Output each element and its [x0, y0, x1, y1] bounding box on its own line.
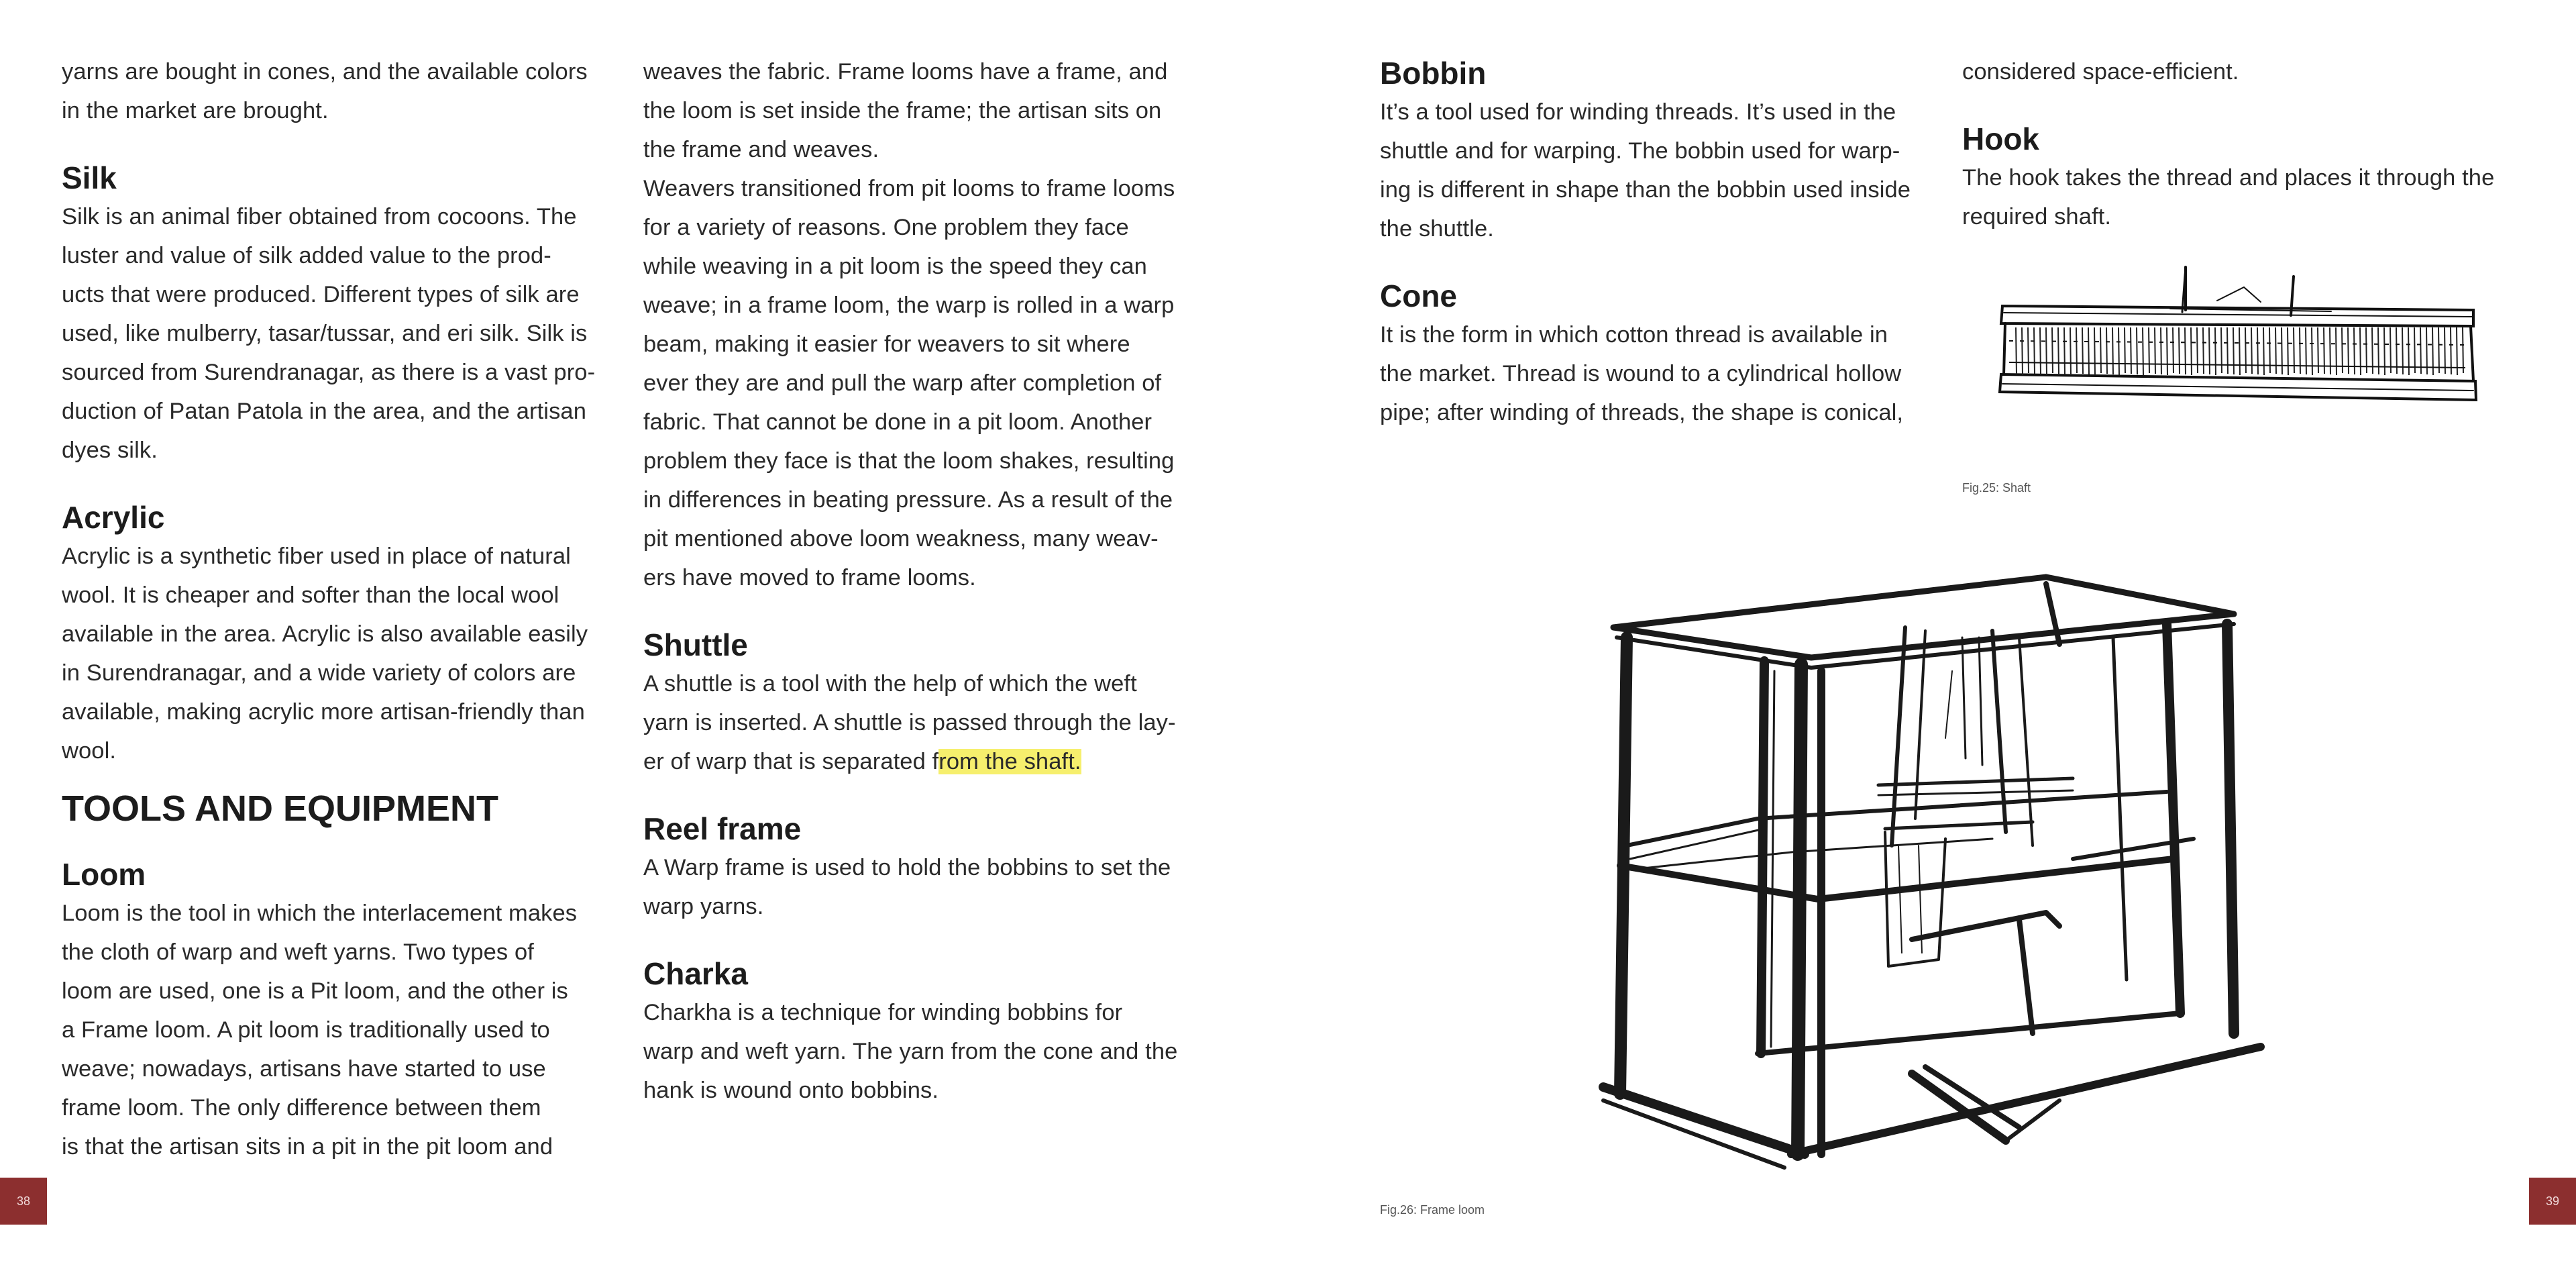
heading-acrylic: Acrylic [62, 500, 165, 535]
text-line: yarns are bought in cones, and the available colors [62, 59, 588, 85]
heddle-line [2034, 327, 2035, 374]
heddle-line [2263, 327, 2264, 375]
heddle-line [2408, 327, 2409, 375]
heddle-line [2094, 327, 2095, 375]
figure-caption-shaft: Fig.25: Shaft [1962, 481, 2031, 495]
text-line: loom are used, one is a Pit loom, and the other is [62, 978, 568, 1004]
heddle-line [2245, 327, 2246, 373]
heddle-line [2197, 327, 2198, 373]
text-line: Silk is an animal fiber obtained from cocoons. The [62, 204, 577, 229]
highlighted-text: rom the shaft. [938, 749, 1081, 774]
heddle-line [2227, 327, 2228, 374]
left-column-1 [62, 52, 619, 1166]
heddle-line [2022, 327, 2023, 375]
heading-charka: Charka [643, 956, 748, 991]
text-line: It is the form in which cotton thread is available in [1380, 322, 1888, 348]
heddle-line [2233, 327, 2234, 374]
text-line: yarn is inserted. A shuttle is passed through the lay- [643, 710, 1176, 735]
text-line: wool. It is cheaper and softer than the local wool [62, 582, 559, 608]
text-line: beam, making it easier for weavers to sit where [643, 331, 1130, 357]
heading-bobbin: Bobbin [1380, 56, 1487, 91]
heddle-line [2360, 327, 2361, 375]
heddle-line [2100, 327, 2101, 373]
text-line: is that the artisan sits in a pit in the pit loom and [62, 1134, 553, 1160]
text-line: while weaving in a pit loom is the speed they can [643, 254, 1147, 279]
heddle-line [2209, 327, 2210, 374]
heading-loom: Loom [62, 857, 146, 892]
text-line: for a variety of reasons. One problem they face [643, 215, 1129, 240]
heddle-line [2088, 327, 2089, 374]
heddle-line [2179, 327, 2180, 374]
text-line: available, making acrylic more artisan-friendly than [62, 699, 585, 725]
heddle-line [2106, 327, 2107, 374]
text-line: shuttle and for warping. The bobbin used for warp- [1380, 138, 1900, 164]
text-line: in differences in beating pressure. As a result of the [643, 487, 1173, 513]
heddle-line [2275, 327, 2276, 374]
heddle-line [2221, 327, 2222, 373]
text-line: warp yarns. [643, 894, 764, 919]
heading-shuttle: Shuttle [643, 627, 748, 662]
text-line: hank is wound onto bobbins. [643, 1078, 939, 1103]
text-line: the cloth of warp and weft yarns. Two types of [62, 939, 534, 965]
text-fragment: er of warp that is separated f [643, 749, 939, 774]
text-line: the market. Thread is wound to a cylindrical hollow [1380, 361, 1902, 387]
heddle-line [2215, 327, 2216, 375]
text-line: considered space-efficient. [1962, 59, 2239, 85]
text-line: ing is different in shape than the bobbin used inside [1380, 177, 1911, 203]
heddle-line [2016, 327, 2017, 374]
text-line: a Frame loom. A pit loom is traditionally used to [62, 1017, 550, 1043]
text-line: the loom is set inside the frame; the artisan sits on [643, 98, 1162, 123]
heddle-line [2269, 327, 2270, 373]
text-line: It’s a tool used for winding threads. It’s used in the [1380, 99, 1896, 125]
right-column-1 [1380, 54, 1943, 432]
heddle-line [2076, 327, 2077, 373]
heddle-line [2040, 327, 2041, 374]
right-column-2 [1962, 52, 2526, 236]
text-line: frame loom. The only difference between them [62, 1095, 541, 1121]
text-line: luster and value of silk added value to the prod- [62, 243, 551, 268]
heddle-line [2191, 327, 2192, 375]
text-line: wool. [62, 738, 117, 764]
heddle-line [2118, 327, 2119, 375]
text-line: Acrylic is a synthetic fiber used in place of natural [62, 544, 571, 569]
text-line [643, 742, 1207, 781]
text-line: duction of Patan Patola in the area, and the artisan [62, 399, 586, 424]
text-line: the frame and weaves. [643, 137, 879, 162]
heddle-line [2070, 327, 2071, 375]
text-line: Charkha is a technique for winding bobbins for [643, 1000, 1123, 1025]
text-line: Loom is the tool in which the interlacement makes [62, 901, 578, 926]
text-line: used, like mulberry, tasar/tussar, and eri silk. Silk is [62, 321, 588, 346]
text-line: ers have moved to frame looms. [643, 565, 976, 590]
frame-loom-sketch [1590, 564, 2314, 1201]
heddle-line [2414, 327, 2415, 373]
heddle-line [2046, 327, 2047, 375]
text-line: in Surendranagar, and a wide variety of colors are [62, 660, 576, 686]
text-line: sourced from Surendranagar, as there is a vast pro- [62, 360, 596, 385]
heddle-line [2052, 327, 2053, 373]
text-line: weave; in a frame loom, the warp is rolled in a warp [643, 293, 1175, 318]
heddle-line [2185, 327, 2186, 374]
heddle-line [2251, 327, 2252, 374]
heddle-line [2112, 327, 2113, 374]
text-line: required shaft. [1962, 204, 2112, 229]
heddle-line [2384, 327, 2385, 375]
text-line: pipe; after winding of threads, the shape is conical, [1380, 400, 1904, 425]
text-line: ever they are and pull the warp after completion of [643, 370, 1162, 396]
heddle-line [2203, 327, 2204, 374]
text-line: problem they face is that the loom shakes, resulting [643, 448, 1175, 474]
heading-reel-frame: Reel frame [643, 811, 802, 846]
text-line: Weavers transitioned from pit looms to frame looms [643, 176, 1175, 201]
heddle-line [2028, 327, 2029, 373]
heddle-line [2378, 327, 2379, 374]
heddle-line [2058, 327, 2059, 374]
section-title-tools: TOOLS AND EQUIPMENT [62, 788, 499, 829]
heddle-line [2173, 327, 2174, 373]
text-line: ucts that were produced. Different types of silk are [62, 282, 580, 307]
heading-cone: Cone [1380, 278, 1457, 313]
text-line: fabric. That cannot be done in a pit loom. Another [643, 409, 1152, 435]
heddle-line [2257, 327, 2258, 374]
page-number-right: 39 [2529, 1178, 2576, 1225]
text-line: in the market are brought. [62, 98, 329, 123]
text-line: warp and weft yarn. The yarn from the cone and the [643, 1039, 1178, 1064]
heading-hook: Hook [1962, 121, 2039, 156]
heddle-line [2082, 327, 2083, 374]
heading-silk: Silk [62, 160, 117, 195]
text-line: A Warp frame is used to hold the bobbins to set the [643, 855, 1171, 880]
text-line: pit mentioned above loom weakness, many weav- [643, 526, 1159, 552]
figure-caption-frame-loom: Fig.26: Frame loom [1380, 1203, 1485, 1217]
text-line: available in the area. Acrylic is also available easily [62, 621, 588, 647]
text-line: weave; nowadays, artisans have started to use [62, 1056, 546, 1082]
heddle-line [2438, 327, 2439, 373]
heddle-line [2354, 327, 2355, 374]
page-number-left: 38 [0, 1178, 47, 1225]
text-line: dyes silk. [62, 438, 158, 463]
text-line: The hook takes the thread and places it through the [1962, 165, 2495, 191]
text-line: the shuttle. [1380, 216, 1494, 242]
heddle-line [2336, 327, 2337, 375]
left-column-2 [643, 52, 1207, 1110]
heddle-line [2239, 327, 2240, 375]
heddle-line [2064, 327, 2065, 374]
shaft-sketch [1996, 262, 2485, 429]
text-line: weaves the fabric. Frame looms have a frame, and [643, 59, 1168, 85]
text-line: A shuttle is a tool with the help of which the weft [643, 671, 1137, 697]
